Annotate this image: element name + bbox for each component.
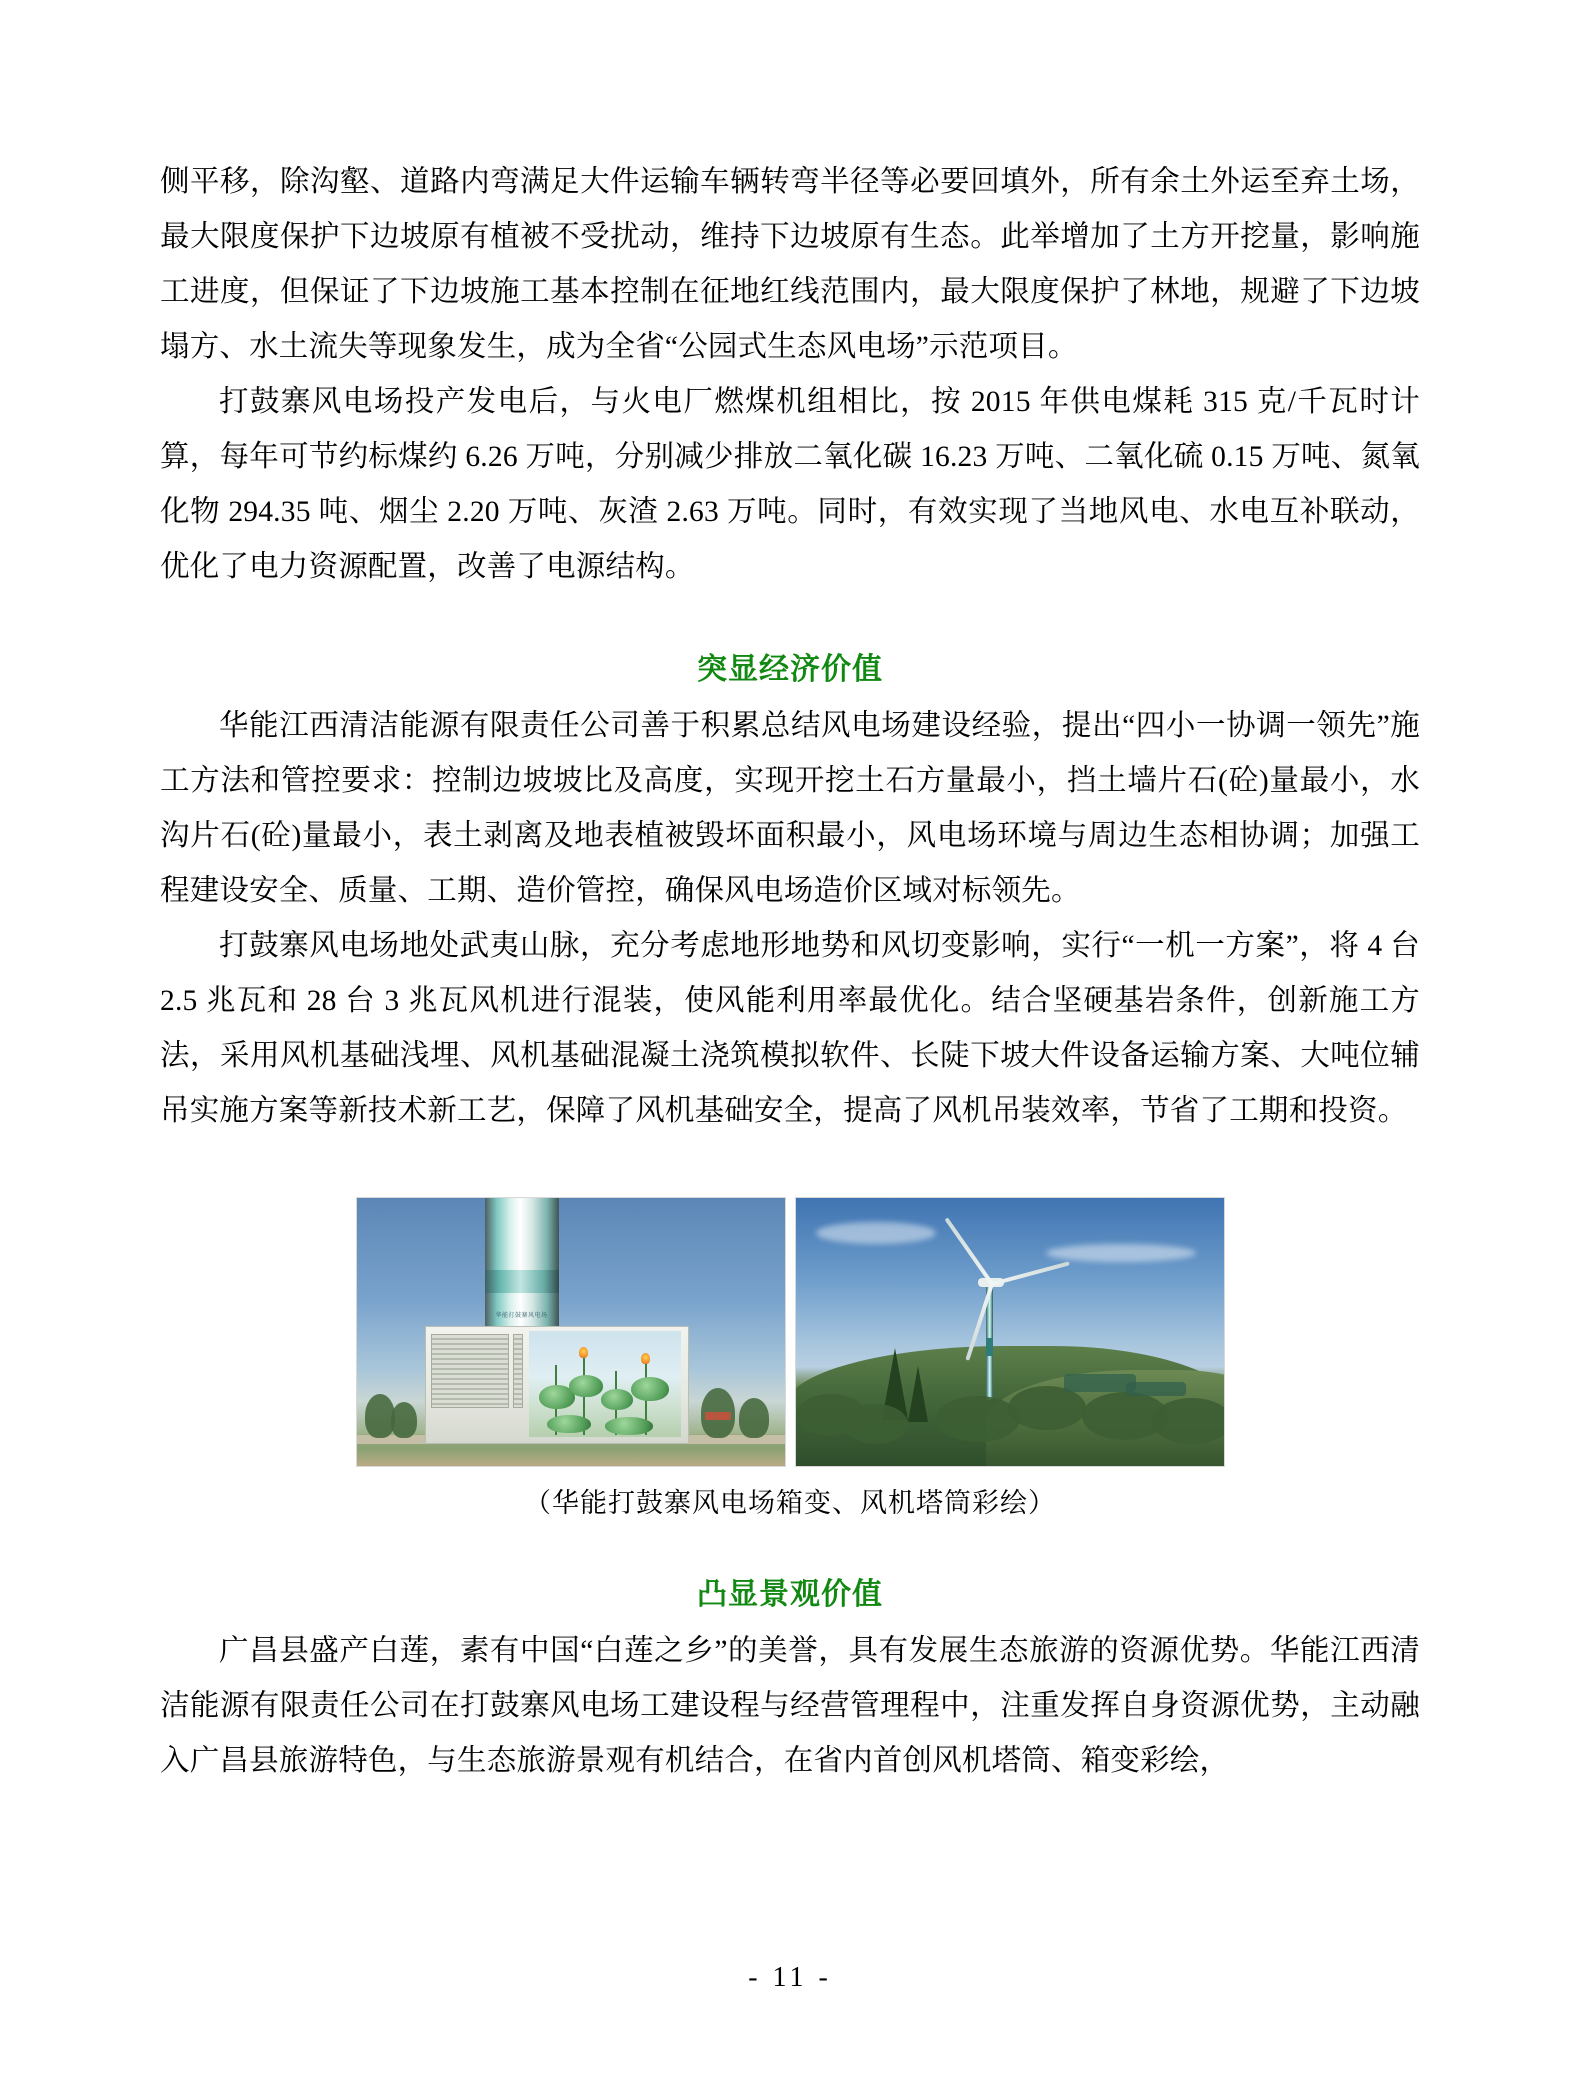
tree-shape (391, 1402, 417, 1438)
mural-painting-shape (529, 1331, 681, 1437)
section-heading-economic-value: 突显经济价值 (697, 652, 883, 687)
figure-image-wind-turbine-ridge (795, 1197, 1225, 1467)
slope-netting-shape (1126, 1382, 1186, 1396)
paragraph-2: 打鼓寨风电场投产发电后，与火电厂燃煤机组相比，按 2015 年供电煤耗 315 克/千瓦时计算，每年可节约标煤约 6.26 万吨，分别减少排放二氧化碳 16.23 万吨、二氧化硫 0.15 万吨、氮氧化物 294.35 吨、烟尘 2.20 万吨、灰渣 2.63 万吨。同时，有效实现了当地风电、水电互补联动，优化了电力资源配置，改善了电源结构。 (160, 386, 1420, 583)
louver-panel-shape (431, 1334, 509, 1408)
shrub-shape (1008, 1386, 1086, 1430)
turbine-mast-band-shape (986, 1338, 993, 1356)
figure-group (160, 1197, 1420, 1467)
turbine-blade-shape (989, 1261, 1069, 1286)
slope-netting-shape (1064, 1374, 1136, 1392)
spacer-before-landscape-heading (160, 1520, 1420, 1567)
shrub-shape (936, 1396, 1020, 1442)
paragraph-5: 广昌县盛产白莲，素有中国“白莲之乡”的美誉，具有发展生态旅游的资源优势。华能江西清洁能源有限责任公司在打鼓寨风电场工建设程与经营管理程中，注重发挥自身资源优势，主动融入广昌县旅游特色，与生态旅游景观有机结合，在省内首创风机塔筒、箱变彩绘， (160, 1635, 1420, 1777)
figure-image-box-transformer-mural (356, 1197, 786, 1467)
building-roof-shape (705, 1412, 731, 1420)
paragraph-1: 侧平移，除沟壑、道路内弯满足大件运输车辆转弯半径等必要回填外，所有余土外运至弃土场，最大限度保护下边坡原有植被不受扰动，维持下边坡原有生态。此举增加了土方开挖量，影响施工进度，但保证了下边坡施工基本控制在征地红线范围内，最大限度保护了林地，规避了下边坡塌方、水土流失等现象发生，成为全省“公园式生态风电场”示范项目。 (160, 166, 1420, 363)
shrub-shape (844, 1404, 908, 1444)
louver-panel-shape (513, 1334, 523, 1408)
paragraph-4: 打鼓寨风电场地处武夷山脉，充分考虑地形地势和风切变影响，实行“一机一方案”，将 4 台 2.5 兆瓦和 28 台 3 兆瓦风机进行混装，使风能利用率最优化。结合坚硬基岩条件，创新施工方法，采用风机基础浅埋、风机基础混凝土浇筑模拟软件、长陡下坡大件设备运输方案、大吨位辅吊实施方案等新技术新工艺，保障了风机基础安全，提高了风机吊装效率，节省了工期和投资。 (160, 930, 1420, 1127)
tree-shape (365, 1394, 395, 1438)
spacer-before-economic-heading (160, 595, 1420, 642)
figure-caption: （华能打鼓寨风电场箱变、风机塔筒彩绘） (524, 1488, 1056, 1518)
shrub-shape (1152, 1398, 1225, 1444)
tree-shape (739, 1398, 769, 1438)
tower-band-shape (485, 1270, 559, 1293)
turbine-blade-shape (944, 1217, 994, 1286)
paragraph-3: 华能江西清洁能源有限责任公司善于积累总结风电场建设经验，提出“四小一协调一领先”施工方法和管控要求：控制边坡坡比及高度，实现开挖土石方量最小，挡土墙片石(砼)量最小，水沟片石(砼)量最小，表土剥离及地表植被毁坏面积最小，风电场环境与周边生态相协调；加强工程建设安全、质量、工期、造价管控，确保风电场造价区域对标领先。 (160, 710, 1420, 907)
section-heading-landscape-value: 凸显景观价值 (697, 1577, 883, 1612)
page-number: - 11 - (748, 1962, 832, 1993)
tower-logo-text: 华能打鼓寨风电场 (495, 1312, 548, 1319)
conifer-tree-shape (908, 1366, 928, 1422)
